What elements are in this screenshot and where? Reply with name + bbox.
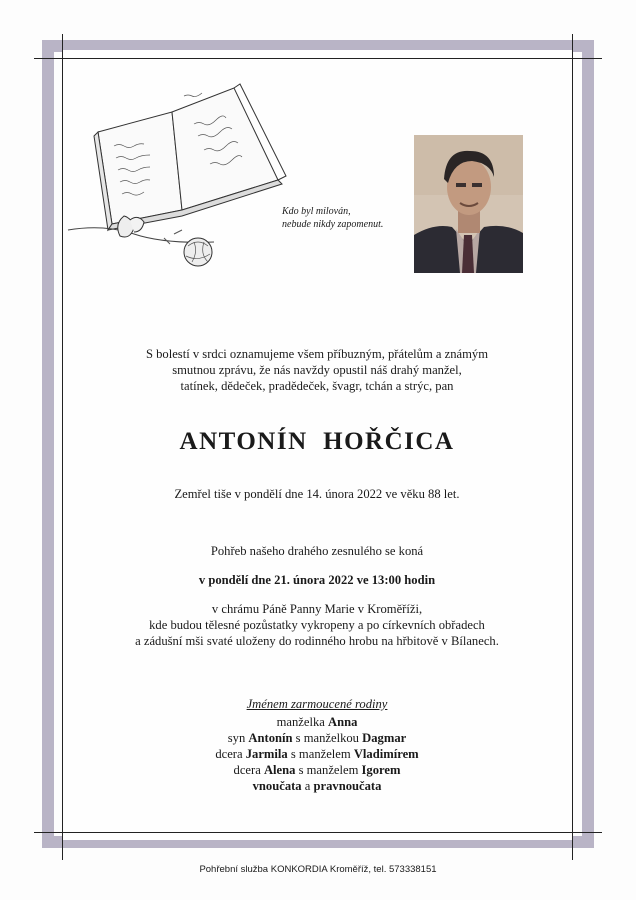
daughter2-name: Alena [263,763,296,777]
son-spouse: Dagmar [362,731,407,745]
death-notice: Zemřel tiše v pondělí dne 14. února 2022 ve věku 88 let. [174,487,460,501]
son-name: Antonín [248,731,293,745]
funeral-datetime: v pondělí dne 21. února 2022 ve 13:00 hodin [198,573,436,587]
funeral-place-line-2: kde budou tělesné pozůstatky vykropeny a po církevních obřadech [149,618,485,632]
family-daughter-2 [62,762,572,778]
daughter1-prefix: dcera [215,747,246,761]
grandchildren-a: vnoučata [252,779,302,793]
announcement-intro [62,346,572,394]
portrait-photo [414,135,523,273]
deceased-name: ANTONÍN HOŘČICA [179,428,455,455]
frame-right-band [582,40,594,848]
wife-name: Anna [328,715,358,729]
frame-line-right [572,34,573,860]
daughter1-name: Jarmila [245,747,288,761]
funeral-place-line-1: v chrámu Páně Panny Marie v Kroměříži, [211,602,423,616]
frame-left-band [42,40,54,848]
quote-line-1: Kdo byl milován, [282,206,351,217]
family-son [62,730,572,746]
funeral-place [62,601,572,649]
portrait-illustration [414,135,523,273]
grandchildren-b: pravnoučata [313,779,382,793]
funeral-place-line-3: a zádušní mši svaté uloženy do rodinného hrobu na hřbitově v Bílanech. [135,634,499,648]
daughter2-spouse: Igorem [361,763,401,777]
wife-prefix: manželka [276,715,328,729]
funeral-service-footer: Pohřební služba KONKORDIA Kroměříž, tel. 573338151 [199,864,437,875]
family-daughter-1 [62,746,572,762]
memorial-quote [282,205,383,231]
funeral-intro: Pohřeb našeho drahého zesnulého se koná [210,544,424,558]
daughter1-mid: s manželem [287,747,354,761]
son-mid: s manželkou [292,731,363,745]
son-prefix: syn [227,731,249,745]
quote-line-2: nebude nikdy zapomenut. [282,219,384,230]
family-heading: Jménem zarmoucené rodiny [246,697,388,711]
frame-line-bottom [34,832,602,833]
frame-line-top [34,58,602,59]
daughter2-mid: s manželem [295,763,362,777]
intro-line-1: S bolestí v srdci oznamujeme všem příbuzným, přátelům a známým [145,347,489,361]
family-list [62,714,572,794]
grandchildren-mid: a [301,779,314,793]
family-grandchildren [62,778,572,794]
book-flower-illustration [64,74,294,274]
daughter2-prefix: dcera [233,763,264,777]
family-wife [62,714,572,730]
intro-line-3: tatínek, dědeček, pradědeček, švagr, tchán a strýc, pan [180,379,454,393]
intro-line-2: smutnou zprávu, že nás navždy opustil náš drahý manžel, [172,363,462,377]
daughter1-spouse: Vladimírem [353,747,419,761]
